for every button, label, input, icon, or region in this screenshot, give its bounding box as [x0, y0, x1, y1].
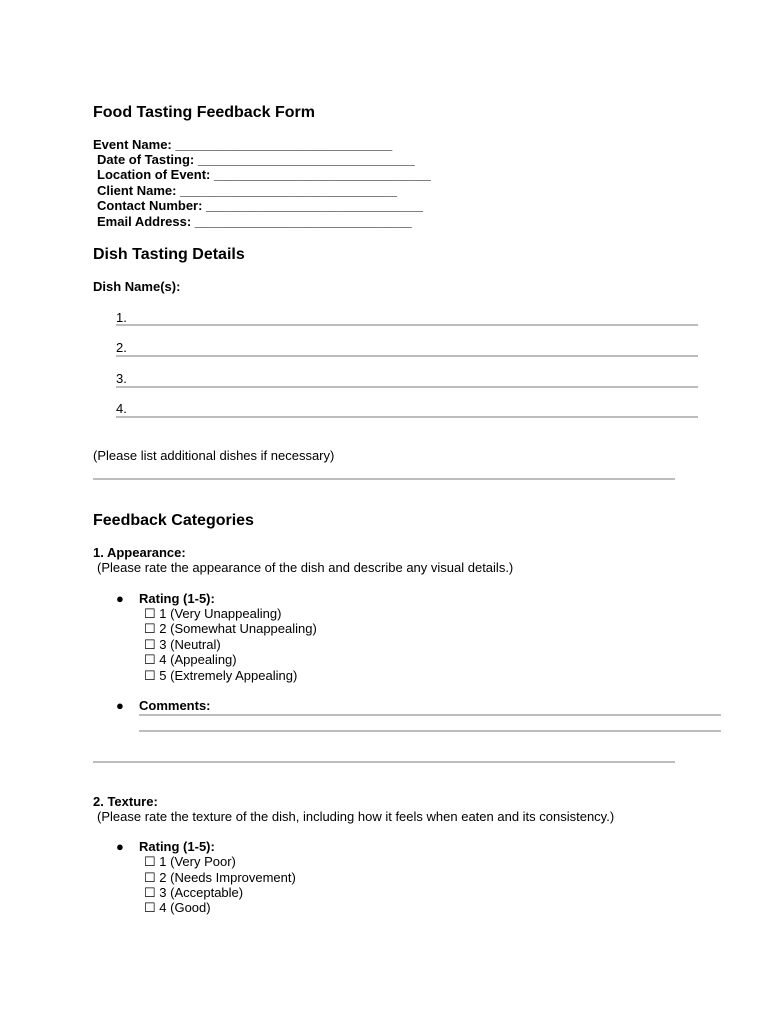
- option-label: 3 (Acceptable): [159, 885, 244, 900]
- additional-dishes-note: (Please list additional dishes if necessary): [93, 448, 335, 463]
- checkbox-icon[interactable]: ☐: [144, 885, 156, 900]
- client-name-label: Client Name:: [97, 183, 177, 198]
- option-label: 3 (Neutral): [159, 637, 221, 652]
- appearance-option-1[interactable]: [144, 606, 281, 621]
- dish-2-line[interactable]: [116, 355, 698, 357]
- texture-option-3[interactable]: [144, 885, 243, 900]
- checkbox-icon[interactable]: ☐: [144, 606, 156, 621]
- email-address-field[interactable]: [97, 214, 412, 229]
- dish-1-line[interactable]: [116, 324, 698, 326]
- option-label: 4 (Good): [159, 900, 211, 915]
- contact-number-field[interactable]: [97, 198, 423, 213]
- appearance-option-2[interactable]: [144, 621, 317, 636]
- event-name-field[interactable]: [93, 137, 392, 152]
- appearance-instruction: (Please rate the appearance of the dish and describe any visual details.): [97, 560, 514, 575]
- texture-option-1[interactable]: [144, 854, 236, 869]
- event-name-blank[interactable]: ______________________________: [175, 137, 393, 152]
- appearance-comments-label: Comments:: [139, 698, 211, 713]
- appearance-rating-label: Rating (1-5):: [139, 591, 215, 606]
- appearance-title: 1. Appearance:: [93, 545, 186, 560]
- appearance-comments-line-1[interactable]: [139, 714, 721, 716]
- checkbox-icon[interactable]: ☐: [144, 900, 156, 915]
- appearance-option-5[interactable]: [144, 668, 297, 683]
- dish-names-label: Dish Name(s):: [93, 279, 181, 294]
- bullet-icon: ●: [116, 591, 124, 606]
- location-of-event-field[interactable]: [97, 167, 431, 182]
- dish-number-1: 1.: [116, 310, 127, 325]
- section-divider-line: [93, 761, 675, 763]
- appearance-option-4[interactable]: [144, 652, 237, 667]
- texture-title: 2. Texture:: [93, 794, 158, 809]
- date-of-tasting-field[interactable]: [97, 152, 415, 167]
- bullet-icon: ●: [116, 839, 124, 854]
- option-label: 2 (Needs Improvement): [159, 870, 296, 885]
- dish-4-line[interactable]: [116, 416, 698, 418]
- email-address-label: Email Address:: [97, 214, 192, 229]
- checkbox-icon[interactable]: ☐: [144, 668, 156, 683]
- location-of-event-blank[interactable]: ______________________________: [214, 167, 431, 182]
- event-name-label: Event Name:: [93, 137, 172, 152]
- texture-option-4[interactable]: [144, 900, 211, 915]
- texture-option-2[interactable]: [144, 870, 296, 885]
- dish-number-4: 4.: [116, 401, 127, 416]
- option-label: 5 (Extremely Appealing): [159, 668, 298, 683]
- option-label: 1 (Very Unappealing): [159, 606, 282, 621]
- additional-dishes-line[interactable]: [93, 478, 675, 480]
- dish-number-2: 2.: [116, 340, 127, 355]
- checkbox-icon[interactable]: ☐: [144, 870, 156, 885]
- feedback-heading: Feedback Categories: [93, 512, 254, 529]
- date-of-tasting-blank[interactable]: ______________________________: [197, 152, 415, 167]
- option-label: 4 (Appealing): [159, 652, 237, 667]
- contact-number-label: Contact Number:: [97, 198, 203, 213]
- dish-3-line[interactable]: [116, 386, 698, 388]
- checkbox-icon[interactable]: ☐: [144, 637, 156, 652]
- checkbox-icon[interactable]: ☐: [144, 621, 156, 636]
- texture-rating-label: Rating (1-5):: [139, 839, 215, 854]
- checkbox-icon[interactable]: ☐: [144, 652, 156, 667]
- option-label: 2 (Somewhat Unappealing): [159, 621, 317, 636]
- bullet-icon: ●: [116, 698, 124, 713]
- option-label: 1 (Very Poor): [159, 854, 236, 869]
- location-of-event-label: Location of Event:: [97, 167, 211, 182]
- dish-details-heading: Dish Tasting Details: [93, 246, 245, 263]
- client-name-blank[interactable]: ______________________________: [180, 183, 397, 198]
- email-address-blank[interactable]: ______________________________: [194, 214, 412, 229]
- form-title: Food Tasting Feedback Form: [93, 104, 315, 121]
- date-of-tasting-label: Date of Tasting:: [97, 152, 195, 167]
- dish-number-3: 3.: [116, 371, 127, 386]
- appearance-comments-line-2[interactable]: [139, 730, 721, 732]
- appearance-option-3[interactable]: [144, 637, 221, 652]
- texture-instruction: (Please rate the texture of the dish, including how it feels when eaten and its consistency.): [97, 809, 615, 824]
- checkbox-icon[interactable]: ☐: [144, 854, 156, 869]
- contact-number-blank[interactable]: ______________________________: [206, 198, 423, 213]
- client-name-field[interactable]: [97, 183, 397, 198]
